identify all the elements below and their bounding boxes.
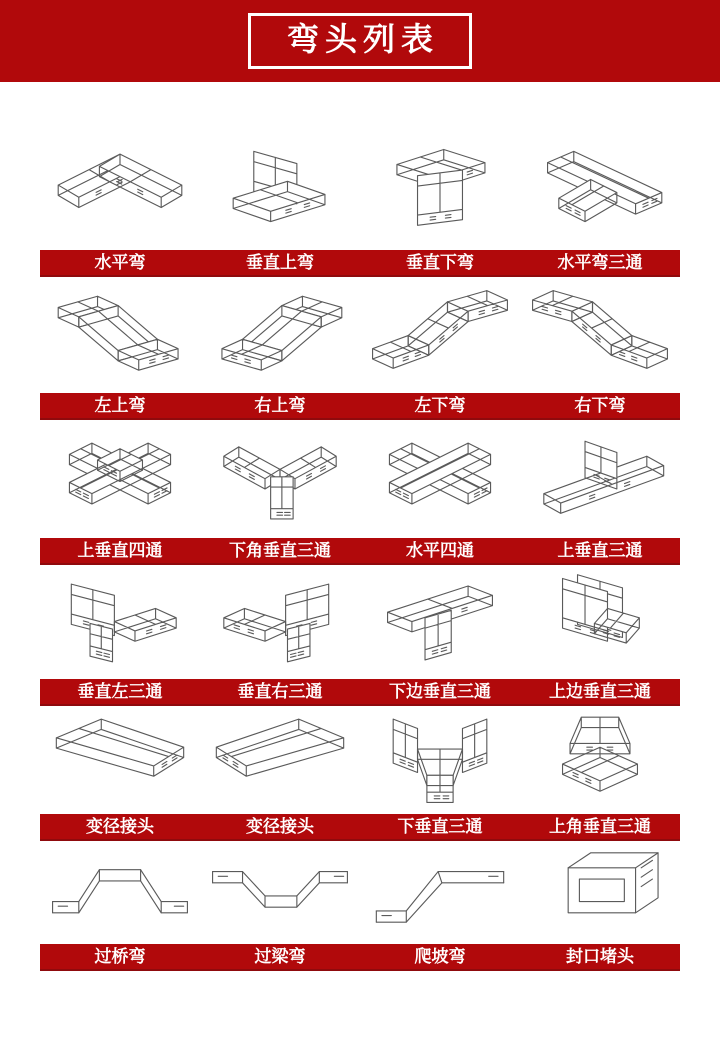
edge-tee-up-drawing-svg [525, 571, 675, 674]
v-tee-drop-drawing-svg [365, 706, 515, 809]
fitting-illustration-reducer [40, 706, 200, 814]
v-tee-up-drawing-svg [525, 430, 675, 533]
fitting-label: 变径接头 [86, 817, 154, 836]
fitting-illustration-slope-bend [360, 836, 520, 944]
fitting-label: 垂直下弯 [406, 253, 474, 272]
fitting-label: 上角垂直三通 [549, 817, 651, 836]
drawing-strip [40, 565, 680, 679]
v-up-bend-drawing-svg [205, 142, 355, 245]
up-bend-right-drawing-svg [205, 285, 355, 388]
catalog-row-5 [40, 706, 680, 841]
h-elbow-drawing-svg [45, 142, 195, 245]
fitting-label: 下边垂直三通 [389, 682, 491, 701]
h-cross-drawing-svg [365, 430, 515, 533]
fitting-illustration-beam-bend [200, 836, 360, 944]
row-label-bar [40, 250, 680, 277]
row-label-bar [40, 679, 680, 706]
drawing-strip [40, 420, 680, 538]
fitting-label: 上垂直四通 [77, 541, 163, 560]
fitting-illustration-down-bend-right [520, 285, 680, 393]
fitting-illustration-v-cross-up [40, 430, 200, 538]
row-label-bar [40, 393, 680, 420]
corner-tee-up-drawing-svg [525, 706, 675, 809]
v-tee-left-drawing-svg [45, 571, 195, 674]
catalog-row-3 [40, 420, 680, 565]
slope-bend-drawing-svg [365, 836, 515, 939]
fitting-illustration-edge-tee-up [520, 571, 680, 679]
fitting-label: 过梁弯 [254, 947, 306, 966]
page-title: 弯头列表 [248, 13, 472, 68]
row-label-bar [40, 538, 680, 565]
fitting-label: 封口堵头 [566, 947, 634, 966]
fitting-label: 左下弯 [414, 396, 466, 415]
reducer-drawing-svg [45, 706, 195, 809]
fitting-illustration-corner-tee-up [520, 706, 680, 814]
fitting-label: 右上弯 [254, 396, 306, 415]
reducer-mirror-drawing-svg [205, 706, 355, 809]
drawing-strip [40, 841, 680, 944]
fitting-label: 水平四通 [406, 541, 474, 560]
v-down-bend-drawing-svg [365, 142, 515, 245]
fitting-illustration-v-tee-left [40, 571, 200, 679]
fitting-illustration-h-elbow-tee [520, 142, 680, 250]
fitting-illustration-h-elbow [40, 142, 200, 250]
fitting-label: 下角垂直三通 [229, 541, 331, 560]
fittings-catalog [40, 82, 680, 971]
fitting-illustration-v-tee-up [520, 430, 680, 538]
fitting-label: 上边垂直三通 [549, 682, 651, 701]
catalog-row-1 [40, 82, 680, 277]
v-tee-right-drawing-svg [205, 571, 355, 674]
v-cross-up-drawing-svg [45, 430, 195, 533]
drawing-strip [40, 706, 680, 814]
up-bend-left-drawing-svg [45, 285, 195, 388]
bridge-bend-drawing-svg [45, 836, 195, 939]
fitting-label: 过桥弯 [94, 947, 146, 966]
catalog-row-6 [40, 841, 680, 971]
fitting-illustration-v-up-bend [200, 142, 360, 250]
fitting-label: 垂直上弯 [246, 253, 314, 272]
fitting-illustration-corner-tee-down [200, 430, 360, 538]
fitting-illustration-end-cap [520, 836, 680, 944]
row-label-bar [40, 944, 680, 971]
fitting-label: 爬坡弯 [414, 947, 466, 966]
edge-tee-down-drawing-svg [365, 571, 515, 674]
fitting-illustration-h-cross [360, 430, 520, 538]
fitting-label: 垂直左三通 [77, 682, 163, 701]
end-cap-drawing-svg [525, 836, 675, 939]
fitting-illustration-up-bend-left [40, 285, 200, 393]
fitting-label: 右下弯 [574, 396, 626, 415]
fitting-illustration-edge-tee-down [360, 571, 520, 679]
catalog-row-2 [40, 277, 680, 420]
fitting-illustration-up-bend-right [200, 285, 360, 393]
drawing-strip [40, 82, 680, 250]
catalog-row-4 [40, 565, 680, 706]
corner-tee-down-drawing-svg [205, 430, 355, 533]
fitting-illustration-bridge-bend [40, 836, 200, 944]
fitting-illustration-v-tee-drop [360, 706, 520, 814]
page-header [0, 0, 720, 82]
fitting-illustration-v-tee-right [200, 571, 360, 679]
fitting-illustration-down-bend-left [360, 285, 520, 393]
down-bend-left-drawing-svg [365, 285, 515, 388]
h-elbow-tee-drawing-svg [525, 142, 675, 245]
fitting-label: 水平弯三通 [557, 253, 643, 272]
fitting-label: 垂直右三通 [237, 682, 323, 701]
fitting-label: 下垂直三通 [397, 817, 483, 836]
fitting-label: 变径接头 [246, 817, 314, 836]
fitting-label: 上垂直三通 [557, 541, 643, 560]
fitting-illustration-reducer-mirror [200, 706, 360, 814]
beam-bend-drawing-svg [205, 836, 355, 939]
fitting-illustration-v-down-bend [360, 142, 520, 250]
fitting-label: 左上弯 [94, 396, 146, 415]
down-bend-right-drawing-svg [525, 285, 675, 388]
fitting-label: 水平弯 [94, 253, 146, 272]
drawing-strip [40, 277, 680, 393]
